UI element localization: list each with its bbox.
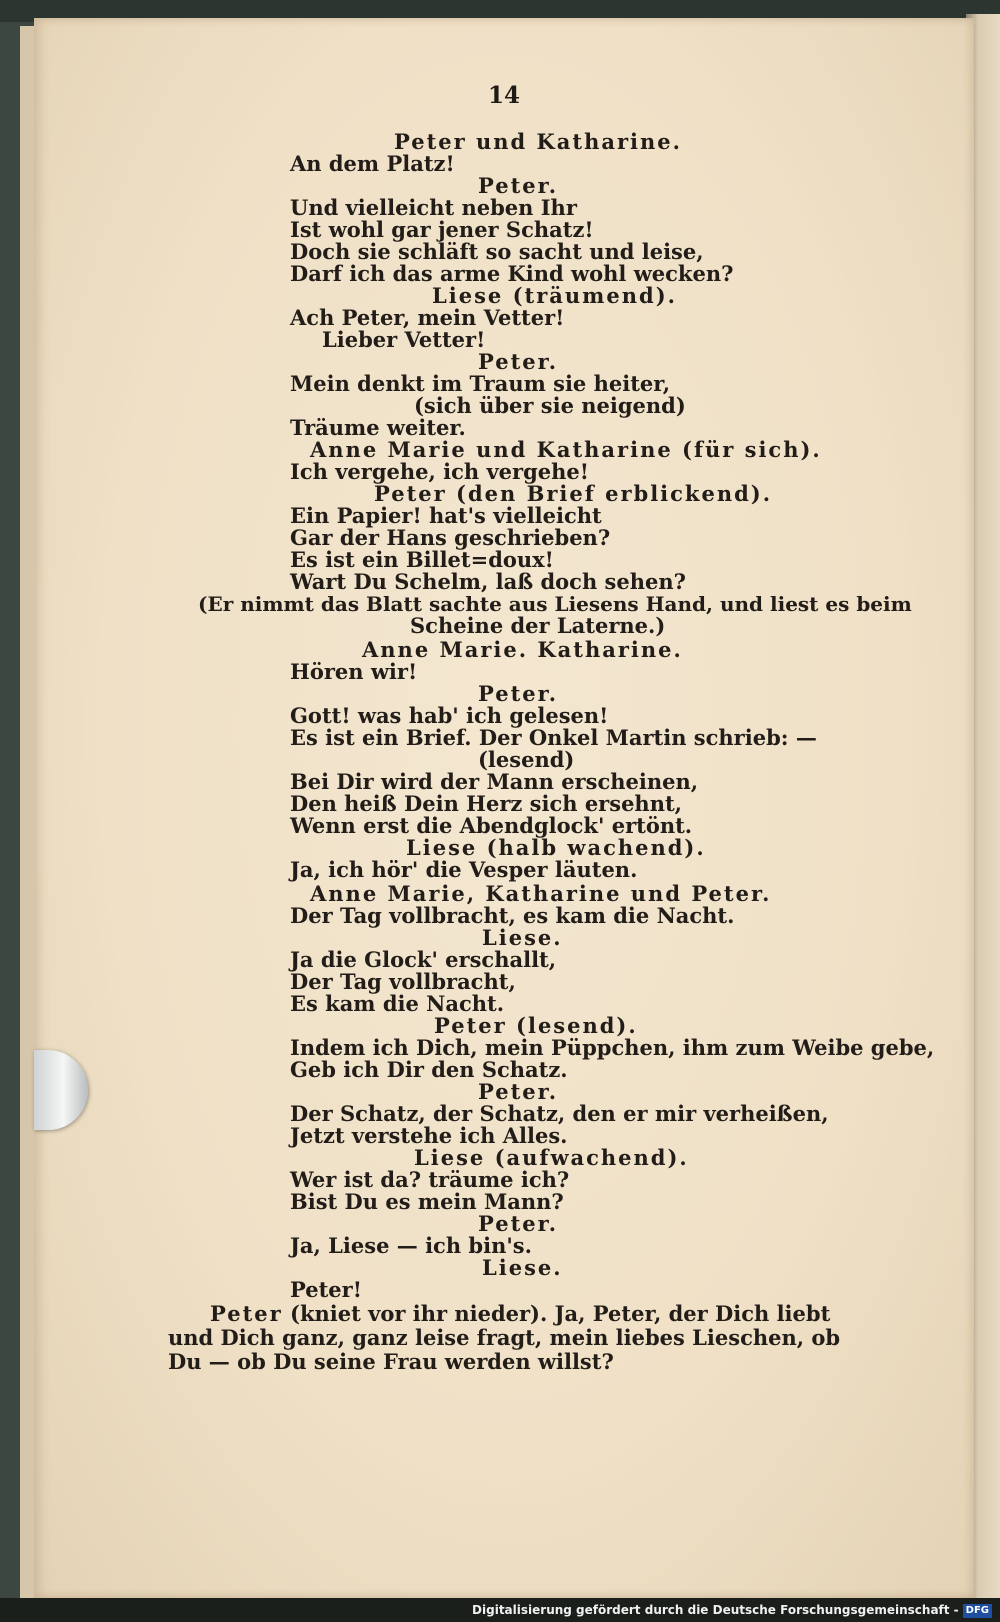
- speaker-heading: Liese (halb wachend).: [406, 835, 706, 860]
- verse-line: Indem ich Dich, mein Püppchen, ihm zum Weibe gebe,: [290, 1035, 935, 1060]
- speaker-heading: Liese.: [482, 925, 563, 950]
- verse-line: Lieber Vetter!: [322, 327, 486, 352]
- verse-line: Den heiß Dein Herz sich ersehnt,: [290, 791, 682, 816]
- speaker-heading: Peter und Katharine.: [394, 129, 682, 154]
- speaker-heading: Peter.: [478, 173, 559, 198]
- closing-text: Ja, Peter, der Dich liebt und Dich ganz, ganz leise fragt, mein liebes Lieschen, ob Du — ob Du seine Frau werden willst?: [168, 1301, 841, 1374]
- stage-direction: (lesend): [478, 747, 575, 772]
- verse-line: Wer ist da? träume ich?: [290, 1167, 570, 1192]
- verse-line: Doch sie schläft so sacht und leise,: [290, 239, 704, 264]
- speaker-heading: Peter.: [478, 1211, 559, 1236]
- stage-direction: (Er nimmt das Blatt sachte aus Liesens Hand, und liest es beim: [198, 592, 912, 616]
- speaker-heading: Peter (den Brief erblickend).: [374, 481, 773, 506]
- verse-line: Wenn erst die Abendglock' ertönt.: [290, 813, 693, 838]
- speaker-heading: Liese (aufwachend).: [414, 1145, 689, 1170]
- verse-line: An dem Platz!: [290, 151, 455, 176]
- closing-speaker: Peter: [210, 1301, 283, 1326]
- book-page: [34, 18, 974, 1598]
- closing-paragraph: [168, 1302, 848, 1374]
- verse-line: Ich vergehe, ich vergehe!: [290, 459, 589, 484]
- verse-line: Träume weiter.: [290, 415, 466, 440]
- verse-line: Wart Du Schelm, laß doch sehen?: [290, 569, 686, 594]
- verse-line: Es ist ein Brief. Der Onkel Martin schrieb: —: [290, 725, 817, 750]
- verse-line: Bist Du es mein Mann?: [290, 1189, 564, 1214]
- speaker-heading: Peter.: [478, 681, 559, 706]
- verse-line: Und vielleicht neben Ihr: [290, 195, 577, 220]
- dfg-logo: DFG: [963, 1604, 992, 1618]
- page-number: 14: [487, 82, 520, 109]
- stage-direction: (sich über sie neigend): [414, 393, 686, 418]
- verse-line: Hören wir!: [290, 659, 418, 684]
- speaker-heading: Peter.: [478, 349, 559, 374]
- verse-line: Bei Dir wird der Mann erscheinen,: [290, 769, 699, 794]
- verse-line: Jetzt verstehe ich Alles.: [290, 1123, 568, 1148]
- verse-line: Geb ich Dir den Schatz.: [290, 1057, 568, 1082]
- verse-line: Darf ich das arme Kind wohl wecken?: [290, 261, 734, 286]
- verse-line: Ja, ich hör' die Vesper läuten.: [290, 857, 638, 882]
- verse-line: Der Schatz, der Schatz, den er mir verheißen,: [290, 1101, 829, 1126]
- verse-line: Der Tag vollbracht,: [290, 969, 516, 994]
- credit-text: Digitalisierung gefördert durch die Deutsche Forschungsgemeinschaft -: [472, 1603, 959, 1617]
- funding-credit: [472, 1601, 992, 1619]
- verse-line: Ach Peter, mein Vetter!: [290, 305, 565, 330]
- speaker-heading: Anne Marie, Katharine und Peter.: [310, 881, 772, 906]
- stage-direction: Scheine der Laterne.): [410, 613, 666, 638]
- verse-line: Ist wohl gar jener Schatz!: [290, 217, 594, 242]
- verse-line: Es ist ein Billet=doux!: [290, 547, 554, 572]
- verse-line: Ja, Liese — ich bin's.: [290, 1233, 532, 1258]
- speaker-heading: Peter (lesend).: [434, 1013, 638, 1038]
- verse-line: Gar der Hans geschrieben?: [290, 525, 611, 550]
- speaker-heading: Peter.: [478, 1079, 559, 1104]
- speaker-heading: Liese.: [482, 1255, 563, 1280]
- verse-line: Ein Papier! hat's vielleicht: [290, 503, 602, 528]
- closing-direction: (kniet vor ihr nieder).: [282, 1301, 555, 1326]
- speaker-heading: Anne Marie. Katharine.: [362, 637, 683, 662]
- verse-line: Ja die Glock' erschallt,: [290, 947, 557, 972]
- verse-line: Der Tag vollbracht, es kam die Nacht.: [290, 903, 735, 928]
- speaker-heading: Anne Marie und Katharine (für sich).: [310, 437, 822, 462]
- verse-line: Mein denkt im Traum sie heiter,: [290, 371, 671, 396]
- speaker-heading: Liese (träumend).: [432, 283, 677, 308]
- verse-line: Gott! was hab' ich gelesen!: [290, 703, 609, 728]
- verse-line: Es kam die Nacht.: [290, 991, 505, 1016]
- verse-line: Peter!: [290, 1277, 362, 1302]
